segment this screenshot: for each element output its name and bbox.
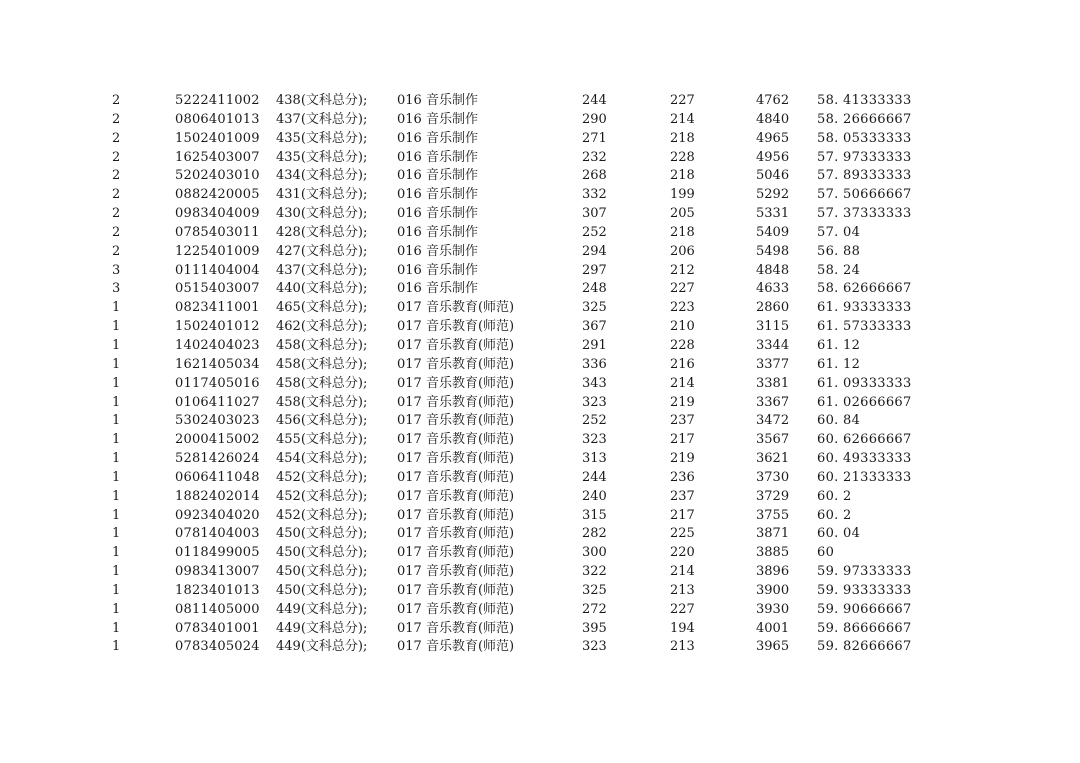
final-score-cell: 60. 49333333 (817, 451, 912, 467)
score-b-cell: 237 (670, 488, 695, 504)
total-score-cell: 437(文科总分); (276, 262, 368, 278)
group-cell: 1 (112, 432, 121, 448)
total-score-cell: 450(文科总分); (276, 564, 368, 580)
rank-cell: 3567 (756, 432, 790, 448)
score-b-cell: 206 (670, 243, 695, 259)
table-row (0, 318, 1080, 337)
candidate-id-cell: 0606411048 (175, 469, 260, 485)
candidate-id-cell: 0806401013 (175, 111, 260, 127)
group-cell: 2 (112, 243, 121, 259)
table-row (0, 507, 1080, 526)
table-row (0, 412, 1080, 431)
final-score-cell: 57. 97333333 (817, 149, 912, 165)
table-row (0, 431, 1080, 450)
major-cell: 017 音乐教育(师范) (397, 337, 515, 353)
score-a-cell: 325 (582, 300, 607, 316)
total-score-cell: 458(文科总分); (276, 356, 368, 372)
final-score-cell: 58. 24 (817, 262, 861, 278)
major-cell: 017 音乐教育(师范) (397, 319, 515, 335)
score-a-cell: 290 (582, 111, 607, 127)
score-a-cell: 315 (582, 507, 607, 523)
group-cell: 1 (112, 582, 121, 598)
final-score-cell: 61. 02666667 (817, 394, 912, 410)
rank-cell: 4965 (756, 130, 790, 146)
score-b-cell: 212 (670, 262, 695, 278)
score-b-cell: 220 (670, 545, 695, 561)
total-score-cell: 427(文科总分); (276, 243, 368, 259)
score-a-cell: 232 (582, 149, 607, 165)
major-cell: 016 音乐制作 (397, 206, 478, 222)
total-score-cell: 440(文科总分); (276, 281, 368, 297)
rank-cell: 5498 (756, 243, 790, 259)
table-row (0, 337, 1080, 356)
rank-cell: 3896 (756, 564, 790, 580)
candidate-id-cell: 0983404009 (175, 206, 260, 222)
final-score-cell: 61. 12 (817, 356, 861, 372)
major-cell: 016 音乐制作 (397, 149, 478, 165)
rank-cell: 4840 (756, 111, 790, 127)
group-cell: 1 (112, 488, 121, 504)
score-a-cell: 332 (582, 187, 607, 203)
score-a-cell: 325 (582, 582, 607, 598)
table-row (0, 186, 1080, 205)
score-b-cell: 205 (670, 206, 695, 222)
table-row (0, 92, 1080, 111)
rank-cell: 5409 (756, 224, 790, 240)
candidate-id-cell: 0783405024 (175, 639, 260, 655)
major-cell: 016 音乐制作 (397, 262, 478, 278)
table-row (0, 525, 1080, 544)
total-score-cell: 450(文科总分); (276, 582, 368, 598)
score-a-cell: 367 (582, 319, 607, 335)
major-cell: 016 音乐制作 (397, 224, 478, 240)
final-score-cell: 58. 62666667 (817, 281, 912, 297)
candidate-id-cell: 1823401013 (175, 582, 260, 598)
score-b-cell: 217 (670, 507, 695, 523)
table-row (0, 356, 1080, 375)
final-score-cell: 59. 97333333 (817, 564, 912, 580)
rank-cell: 3621 (756, 451, 790, 467)
major-cell: 017 音乐教育(师范) (397, 582, 515, 598)
table-row (0, 450, 1080, 469)
major-cell: 017 音乐教育(师范) (397, 620, 515, 636)
major-cell: 017 音乐教育(师范) (397, 507, 515, 523)
major-cell: 017 音乐教育(师范) (397, 432, 515, 448)
final-score-cell: 61. 57333333 (817, 319, 912, 335)
rank-cell: 3367 (756, 394, 790, 410)
table-row (0, 394, 1080, 413)
score-a-cell: 282 (582, 526, 607, 542)
score-b-cell: 236 (670, 469, 695, 485)
group-cell: 2 (112, 130, 121, 146)
rank-cell: 3381 (756, 375, 790, 391)
group-cell: 1 (112, 564, 121, 580)
table-row (0, 544, 1080, 563)
group-cell: 1 (112, 319, 121, 335)
total-score-cell: 458(文科总分); (276, 375, 368, 391)
score-a-cell: 271 (582, 130, 607, 146)
score-b-cell: 214 (670, 375, 695, 391)
total-score-cell: 450(文科总分); (276, 545, 368, 561)
rank-cell: 3377 (756, 356, 790, 372)
major-cell: 017 音乐教育(师范) (397, 451, 515, 467)
table-row (0, 375, 1080, 394)
table-row (0, 620, 1080, 639)
score-b-cell: 227 (670, 601, 695, 617)
final-score-cell: 59. 90666667 (817, 601, 912, 617)
rank-cell: 4956 (756, 149, 790, 165)
group-cell: 1 (112, 300, 121, 316)
rank-cell: 5046 (756, 168, 790, 184)
group-cell: 1 (112, 451, 121, 467)
candidate-id-cell: 2000415002 (175, 432, 260, 448)
score-a-cell: 248 (582, 281, 607, 297)
candidate-id-cell: 0106411027 (175, 394, 260, 410)
table-row (0, 601, 1080, 620)
group-cell: 1 (112, 394, 121, 410)
table-row (0, 469, 1080, 488)
total-score-cell: 462(文科总分); (276, 319, 368, 335)
score-b-cell: 227 (670, 281, 695, 297)
final-score-cell: 59. 86666667 (817, 620, 912, 636)
final-score-cell: 58. 26666667 (817, 111, 912, 127)
candidate-id-cell: 1225401009 (175, 243, 260, 259)
group-cell: 1 (112, 526, 121, 542)
score-b-cell: 228 (670, 149, 695, 165)
group-cell: 2 (112, 111, 121, 127)
score-a-cell: 252 (582, 224, 607, 240)
group-cell: 1 (112, 469, 121, 485)
total-score-cell: 449(文科总分); (276, 639, 368, 655)
group-cell: 3 (112, 262, 121, 278)
candidate-id-cell: 0983413007 (175, 564, 260, 580)
score-b-cell: 225 (670, 526, 695, 542)
score-b-cell: 214 (670, 564, 695, 580)
rank-cell: 4848 (756, 262, 790, 278)
score-b-cell: 213 (670, 639, 695, 655)
candidate-id-cell: 0785403011 (175, 224, 260, 240)
table-row (0, 243, 1080, 262)
rank-cell: 3730 (756, 469, 790, 485)
candidate-id-cell: 0781404003 (175, 526, 260, 542)
table-row (0, 167, 1080, 186)
total-score-cell: 452(文科总分); (276, 488, 368, 504)
major-cell: 016 音乐制作 (397, 168, 478, 184)
total-score-cell: 454(文科总分); (276, 451, 368, 467)
major-cell: 017 音乐教育(师范) (397, 545, 515, 561)
table-row (0, 299, 1080, 318)
rank-cell: 3755 (756, 507, 790, 523)
score-b-cell: 227 (670, 93, 695, 108)
score-a-cell: 291 (582, 337, 607, 353)
group-cell: 1 (112, 507, 121, 523)
total-score-cell: 452(文科总分); (276, 469, 368, 485)
final-score-cell: 57. 50666667 (817, 187, 912, 203)
candidate-id-cell: 0515403007 (175, 281, 260, 297)
rank-cell: 4762 (756, 93, 790, 108)
group-cell: 1 (112, 375, 121, 391)
major-cell: 017 音乐教育(师范) (397, 488, 515, 504)
candidate-id-cell: 1882402014 (175, 488, 260, 504)
rank-cell: 5292 (756, 187, 790, 203)
candidate-id-cell: 5302403023 (175, 413, 260, 429)
score-a-cell: 244 (582, 93, 607, 108)
score-a-cell: 313 (582, 451, 607, 467)
group-cell: 1 (112, 545, 121, 561)
score-a-cell: 322 (582, 564, 607, 580)
final-score-cell: 58. 05333333 (817, 130, 912, 146)
table-row (0, 488, 1080, 507)
total-score-cell: 449(文科总分); (276, 620, 368, 636)
final-score-cell: 58. 41333333 (817, 93, 912, 108)
final-score-cell: 57. 89333333 (817, 168, 912, 184)
major-cell: 016 音乐制作 (397, 281, 478, 297)
score-b-cell: 214 (670, 111, 695, 127)
candidate-id-cell: 0923404020 (175, 507, 260, 523)
total-score-cell: 438(文科总分); (276, 93, 368, 108)
score-b-cell: 228 (670, 337, 695, 353)
table-row (0, 582, 1080, 601)
major-cell: 016 音乐制作 (397, 243, 478, 259)
rank-cell: 2860 (756, 300, 790, 316)
score-b-cell: 218 (670, 168, 695, 184)
score-b-cell: 219 (670, 451, 695, 467)
table-row (0, 205, 1080, 224)
final-score-cell: 60. 2 (817, 488, 852, 504)
table-row (0, 149, 1080, 168)
candidate-id-cell: 5281426024 (175, 451, 260, 467)
major-cell: 016 音乐制作 (397, 130, 478, 146)
major-cell: 017 音乐教育(师范) (397, 356, 515, 372)
final-score-cell: 61. 12 (817, 337, 861, 353)
table-row (0, 638, 1080, 657)
score-b-cell: 199 (670, 187, 695, 203)
final-score-cell: 60. 04 (817, 526, 861, 542)
final-score-cell: 57. 04 (817, 224, 861, 240)
score-b-cell: 218 (670, 130, 695, 146)
table-row (0, 262, 1080, 281)
score-b-cell: 216 (670, 356, 695, 372)
candidate-id-cell: 0111404004 (175, 262, 260, 278)
candidate-id-cell: 1402404023 (175, 337, 260, 353)
major-cell: 017 音乐教育(师范) (397, 601, 515, 617)
major-cell: 017 音乐教育(师范) (397, 526, 515, 542)
total-score-cell: 465(文科总分); (276, 300, 368, 316)
candidate-id-cell: 5202403010 (175, 168, 260, 184)
major-cell: 016 音乐制作 (397, 187, 478, 203)
candidate-id-cell: 0882420005 (175, 187, 260, 203)
score-a-cell: 336 (582, 356, 607, 372)
table-row (0, 130, 1080, 149)
group-cell: 1 (112, 356, 121, 372)
score-a-cell: 297 (582, 262, 607, 278)
group-cell: 1 (112, 337, 121, 353)
candidate-id-cell: 0823411001 (175, 300, 260, 316)
score-a-cell: 294 (582, 243, 607, 259)
candidate-id-cell: 5222411002 (175, 93, 260, 108)
score-b-cell: 194 (670, 620, 695, 636)
table-row (0, 111, 1080, 130)
group-cell: 3 (112, 281, 121, 297)
total-score-cell: 430(文科总分); (276, 206, 368, 222)
score-a-cell: 323 (582, 394, 607, 410)
rank-cell: 4633 (756, 281, 790, 297)
major-cell: 017 音乐教育(师范) (397, 469, 515, 485)
major-cell: 017 音乐教育(师范) (397, 394, 515, 410)
score-b-cell: 218 (670, 224, 695, 240)
group-cell: 2 (112, 224, 121, 240)
rank-cell: 5331 (756, 206, 790, 222)
total-score-cell: 452(文科总分); (276, 507, 368, 523)
total-score-cell: 455(文科总分); (276, 432, 368, 448)
final-score-cell: 60. 62666667 (817, 432, 912, 448)
group-cell: 1 (112, 620, 121, 636)
final-score-cell: 60. 21333333 (817, 469, 912, 485)
major-cell: 017 音乐教育(师范) (397, 300, 515, 316)
group-cell: 1 (112, 413, 121, 429)
major-cell: 016 音乐制作 (397, 111, 478, 127)
total-score-cell: 435(文科总分); (276, 130, 368, 146)
total-score-cell: 437(文科总分); (276, 111, 368, 127)
group-cell: 2 (112, 206, 121, 222)
rank-cell: 3885 (756, 545, 790, 561)
total-score-cell: 428(文科总分); (276, 224, 368, 240)
candidate-id-cell: 1621405034 (175, 356, 260, 372)
major-cell: 017 音乐教育(师范) (397, 564, 515, 580)
candidate-id-cell: 0118499005 (175, 545, 260, 561)
score-a-cell: 395 (582, 620, 607, 636)
rank-cell: 3344 (756, 337, 790, 353)
final-score-cell: 61. 93333333 (817, 300, 912, 316)
final-score-cell: 56. 88 (817, 243, 861, 259)
rank-cell: 3472 (756, 413, 790, 429)
rank-cell: 3900 (756, 582, 790, 598)
major-cell: 016 音乐制作 (397, 93, 478, 108)
score-b-cell: 223 (670, 300, 695, 316)
score-a-cell: 268 (582, 168, 607, 184)
total-score-cell: 450(文科总分); (276, 526, 368, 542)
candidate-id-cell: 0117405016 (175, 375, 260, 391)
rank-cell: 3871 (756, 526, 790, 542)
score-b-cell: 237 (670, 413, 695, 429)
group-cell: 2 (112, 149, 121, 165)
score-b-cell: 219 (670, 394, 695, 410)
total-score-cell: 435(文科总分); (276, 149, 368, 165)
candidate-id-cell: 0783401001 (175, 620, 260, 636)
final-score-cell: 60. 84 (817, 413, 861, 429)
major-cell: 017 音乐教育(师范) (397, 413, 515, 429)
group-cell: 2 (112, 187, 121, 203)
score-b-cell: 217 (670, 432, 695, 448)
candidate-id-cell: 0811405000 (175, 601, 260, 617)
group-cell: 2 (112, 93, 121, 108)
group-cell: 1 (112, 601, 121, 617)
major-cell: 017 音乐教育(师范) (397, 375, 515, 391)
table-row (0, 280, 1080, 299)
score-table (0, 92, 1080, 657)
total-score-cell: 431(文科总分); (276, 187, 368, 203)
score-a-cell: 343 (582, 375, 607, 391)
final-score-cell: 59. 93333333 (817, 582, 912, 598)
score-a-cell: 323 (582, 432, 607, 448)
final-score-cell: 60 (817, 545, 835, 561)
final-score-cell: 57. 37333333 (817, 206, 912, 222)
total-score-cell: 458(文科总分); (276, 337, 368, 353)
table-row (0, 224, 1080, 243)
score-a-cell: 252 (582, 413, 607, 429)
score-b-cell: 210 (670, 319, 695, 335)
rank-cell: 3115 (756, 319, 790, 335)
total-score-cell: 456(文科总分); (276, 413, 368, 429)
score-a-cell: 300 (582, 545, 607, 561)
score-a-cell: 307 (582, 206, 607, 222)
rank-cell: 3729 (756, 488, 790, 504)
rank-cell: 3930 (756, 601, 790, 617)
rank-cell: 3965 (756, 639, 790, 655)
candidate-id-cell: 1502401009 (175, 130, 260, 146)
group-cell: 1 (112, 639, 121, 655)
final-score-cell: 59. 82666667 (817, 639, 912, 655)
total-score-cell: 434(文科总分); (276, 168, 368, 184)
score-a-cell: 323 (582, 639, 607, 655)
score-a-cell: 272 (582, 601, 607, 617)
major-cell: 017 音乐教育(师范) (397, 639, 515, 655)
candidate-id-cell: 1625403007 (175, 149, 260, 165)
total-score-cell: 458(文科总分); (276, 394, 368, 410)
score-a-cell: 244 (582, 469, 607, 485)
final-score-cell: 61. 09333333 (817, 375, 912, 391)
table-row (0, 563, 1080, 582)
score-b-cell: 213 (670, 582, 695, 598)
score-a-cell: 240 (582, 488, 607, 504)
final-score-cell: 60. 2 (817, 507, 852, 523)
group-cell: 2 (112, 168, 121, 184)
candidate-id-cell: 1502401012 (175, 319, 260, 335)
total-score-cell: 449(文科总分); (276, 601, 368, 617)
rank-cell: 4001 (756, 620, 790, 636)
